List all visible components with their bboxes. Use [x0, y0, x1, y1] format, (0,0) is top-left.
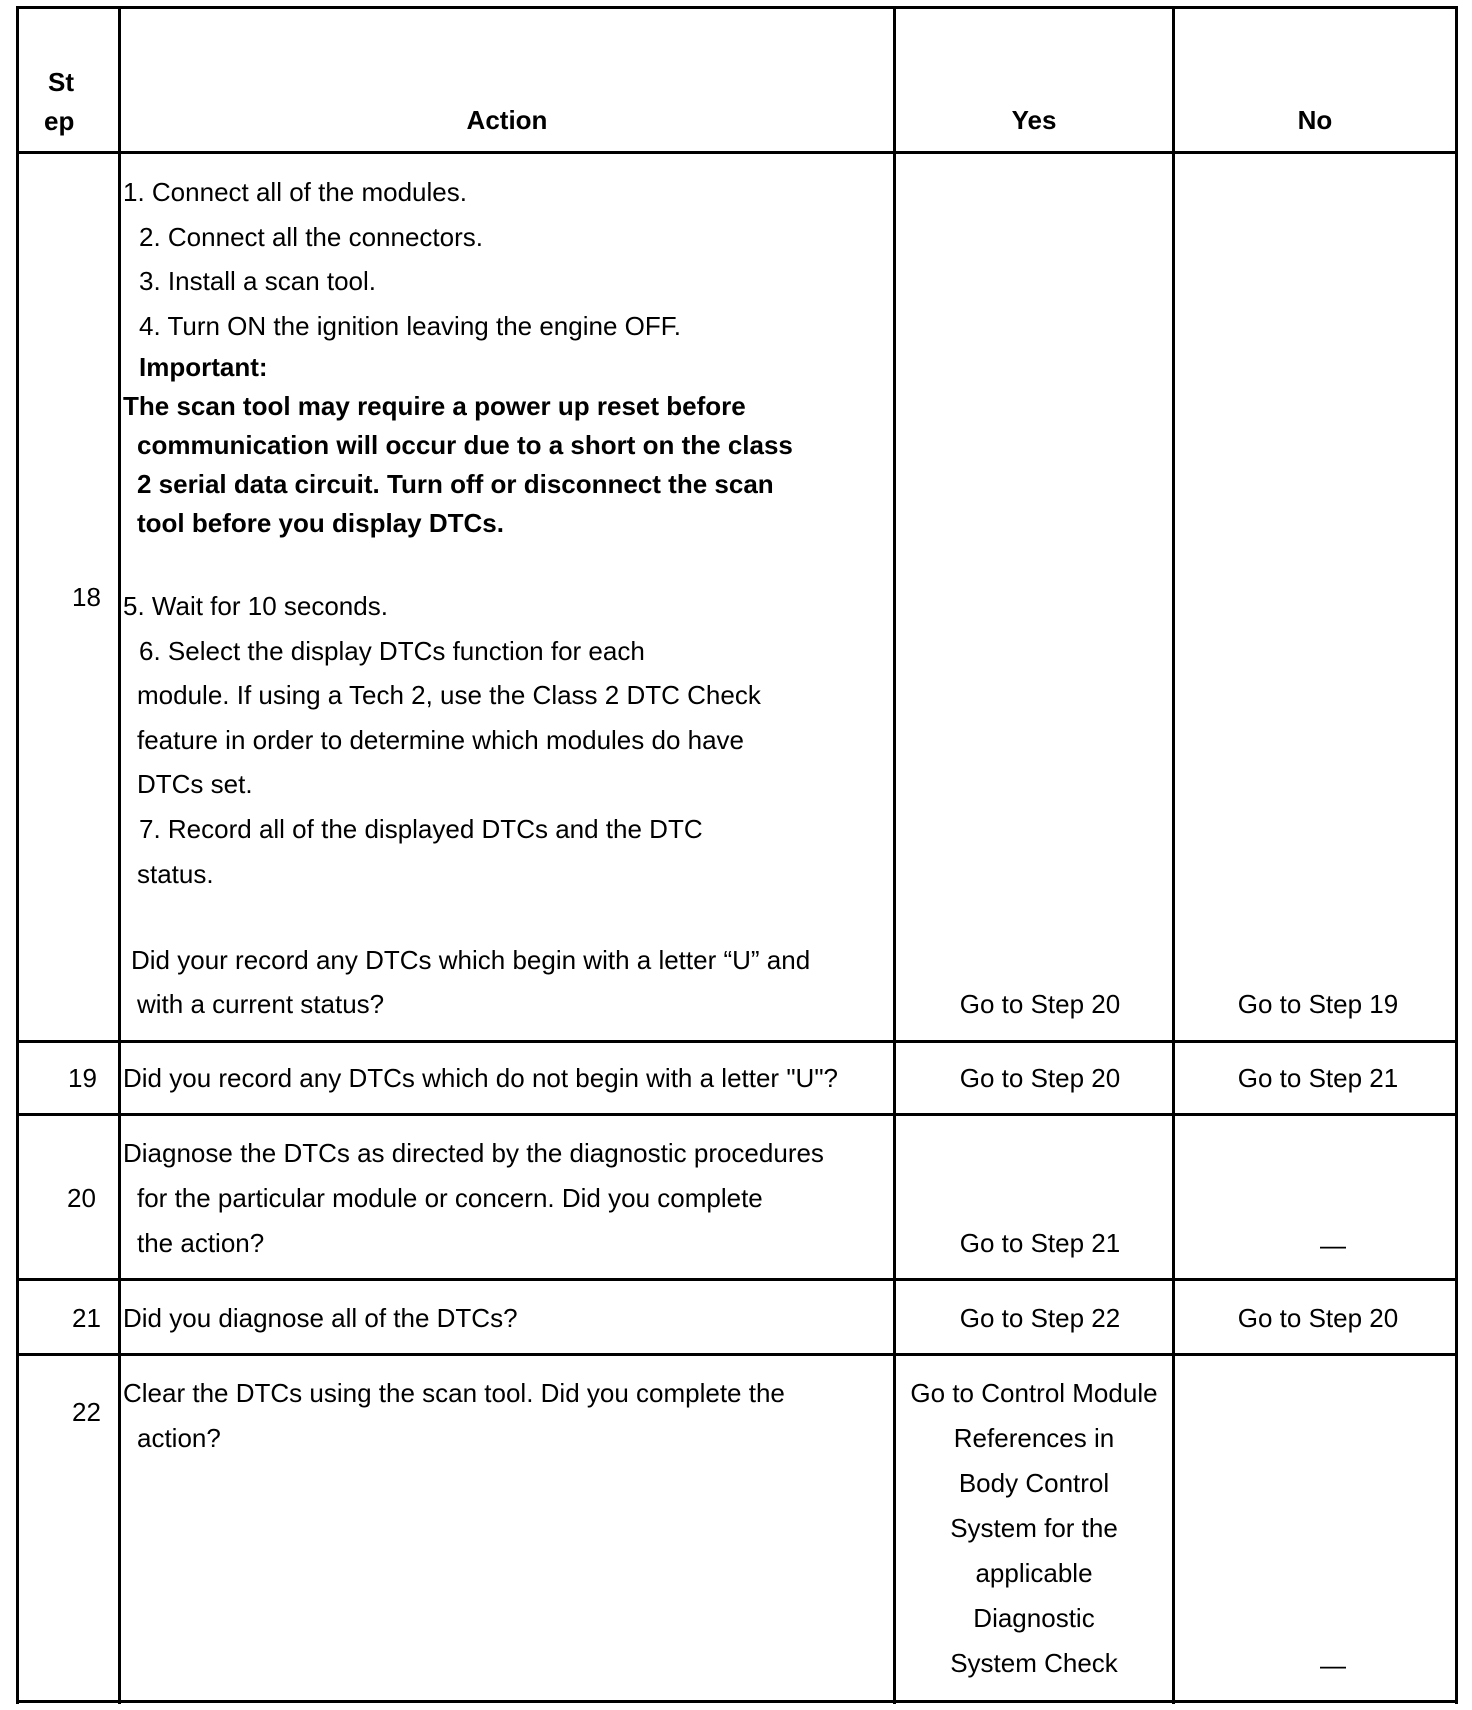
action-line: action?	[137, 1423, 221, 1453]
yes-cell-22-line: applicable	[975, 1558, 1093, 1588]
row-divider-20	[16, 1278, 1458, 1281]
yes-cell-22-line: System Check	[950, 1648, 1118, 1678]
no-cell-21: Go to Step 20	[1237, 1303, 1399, 1333]
important-label: Important:	[139, 352, 268, 382]
action-line: 2. Connect all the connectors.	[139, 222, 483, 252]
row-divider-19	[16, 1113, 1458, 1116]
yes-cell-22-line: Diagnostic	[973, 1603, 1095, 1633]
row-divider-21	[16, 1353, 1458, 1356]
table-border-top	[16, 6, 1458, 9]
action-line: with a current status?	[137, 989, 385, 1019]
important-note-line: 2 serial data circuit. Turn off or disconnect the scan	[137, 469, 774, 499]
yes-cell-22-line: Body Control	[958, 1468, 1110, 1498]
action-line: status.	[137, 859, 214, 889]
no-cell-22: —	[1320, 1650, 1346, 1680]
important-note-line: tool before you display DTCs.	[137, 508, 504, 538]
header-step-line2: ep	[44, 106, 75, 136]
action-line: 3. Install a scan tool.	[139, 266, 377, 296]
action-line: for the particular module or concern. Did you complete	[137, 1183, 763, 1213]
step-number-20: 20	[67, 1183, 96, 1213]
important-note-line: communication will occur due to a short on the class	[137, 430, 793, 460]
action-line: 5. Wait for 10 seconds.	[123, 591, 388, 621]
header-divider	[16, 151, 1458, 154]
header-no: No	[1297, 105, 1333, 135]
step-number-22: 22	[72, 1397, 101, 1427]
important-note-line: The scan tool may require a power up reset before	[123, 391, 746, 421]
action-line: 6. Select the display DTCs function for each	[139, 636, 645, 666]
action-line: module. If using a Tech 2, use the Class 2 DTC Check	[137, 680, 761, 710]
yes-cell-22-line: Go to Control Module	[910, 1378, 1158, 1408]
header-yes: Yes	[1011, 105, 1057, 135]
no-cell-18: Go to Step 19	[1237, 989, 1399, 1019]
table-border-bottom	[16, 1700, 1458, 1703]
yes-cell-20: Go to Step 21	[959, 1228, 1121, 1258]
step-number-18: 18	[72, 582, 101, 612]
action-line: Clear the DTCs using the scan tool. Did you complete the	[123, 1378, 785, 1408]
action-line: feature in order to determine which modules do have	[137, 725, 745, 755]
action-line: Did your record any DTCs which begin with a letter “U” and	[131, 945, 811, 975]
yes-cell-22-line: References in	[953, 1423, 1115, 1453]
header-step-line1: St	[48, 67, 74, 97]
action-line: 7. Record all of the displayed DTCs and the DTC	[139, 814, 703, 844]
table-border-right	[1455, 6, 1458, 1704]
no-cell-20: —	[1320, 1230, 1346, 1260]
yes-cell-18: Go to Step 20	[959, 989, 1121, 1019]
step-number-19: 19	[68, 1063, 97, 1093]
row-divider-18	[16, 1040, 1458, 1043]
action-line: the action?	[137, 1228, 265, 1258]
action-line: 1. Connect all of the modules.	[123, 177, 467, 207]
action-line: Did you diagnose all of the DTCs?	[123, 1303, 518, 1333]
action-line: Diagnose the DTCs as directed by the diagnostic procedures	[123, 1138, 824, 1168]
action-line: Did you record any DTCs which do not begin with a letter "U"?	[123, 1063, 839, 1093]
no-cell-19: Go to Step 21	[1237, 1063, 1399, 1093]
header-action: Action	[466, 105, 548, 135]
column-divider-step	[118, 6, 121, 1704]
yes-cell-19: Go to Step 20	[959, 1063, 1121, 1093]
action-line: DTCs set.	[137, 769, 253, 799]
yes-cell-21: Go to Step 22	[959, 1303, 1121, 1333]
column-divider-yes	[1172, 6, 1175, 1704]
table-border-left	[16, 6, 19, 1704]
action-line: 4. Turn ON the ignition leaving the engine OFF.	[139, 311, 681, 341]
step-number-21: 21	[72, 1303, 101, 1333]
yes-cell-22-line: System for the	[950, 1513, 1118, 1543]
